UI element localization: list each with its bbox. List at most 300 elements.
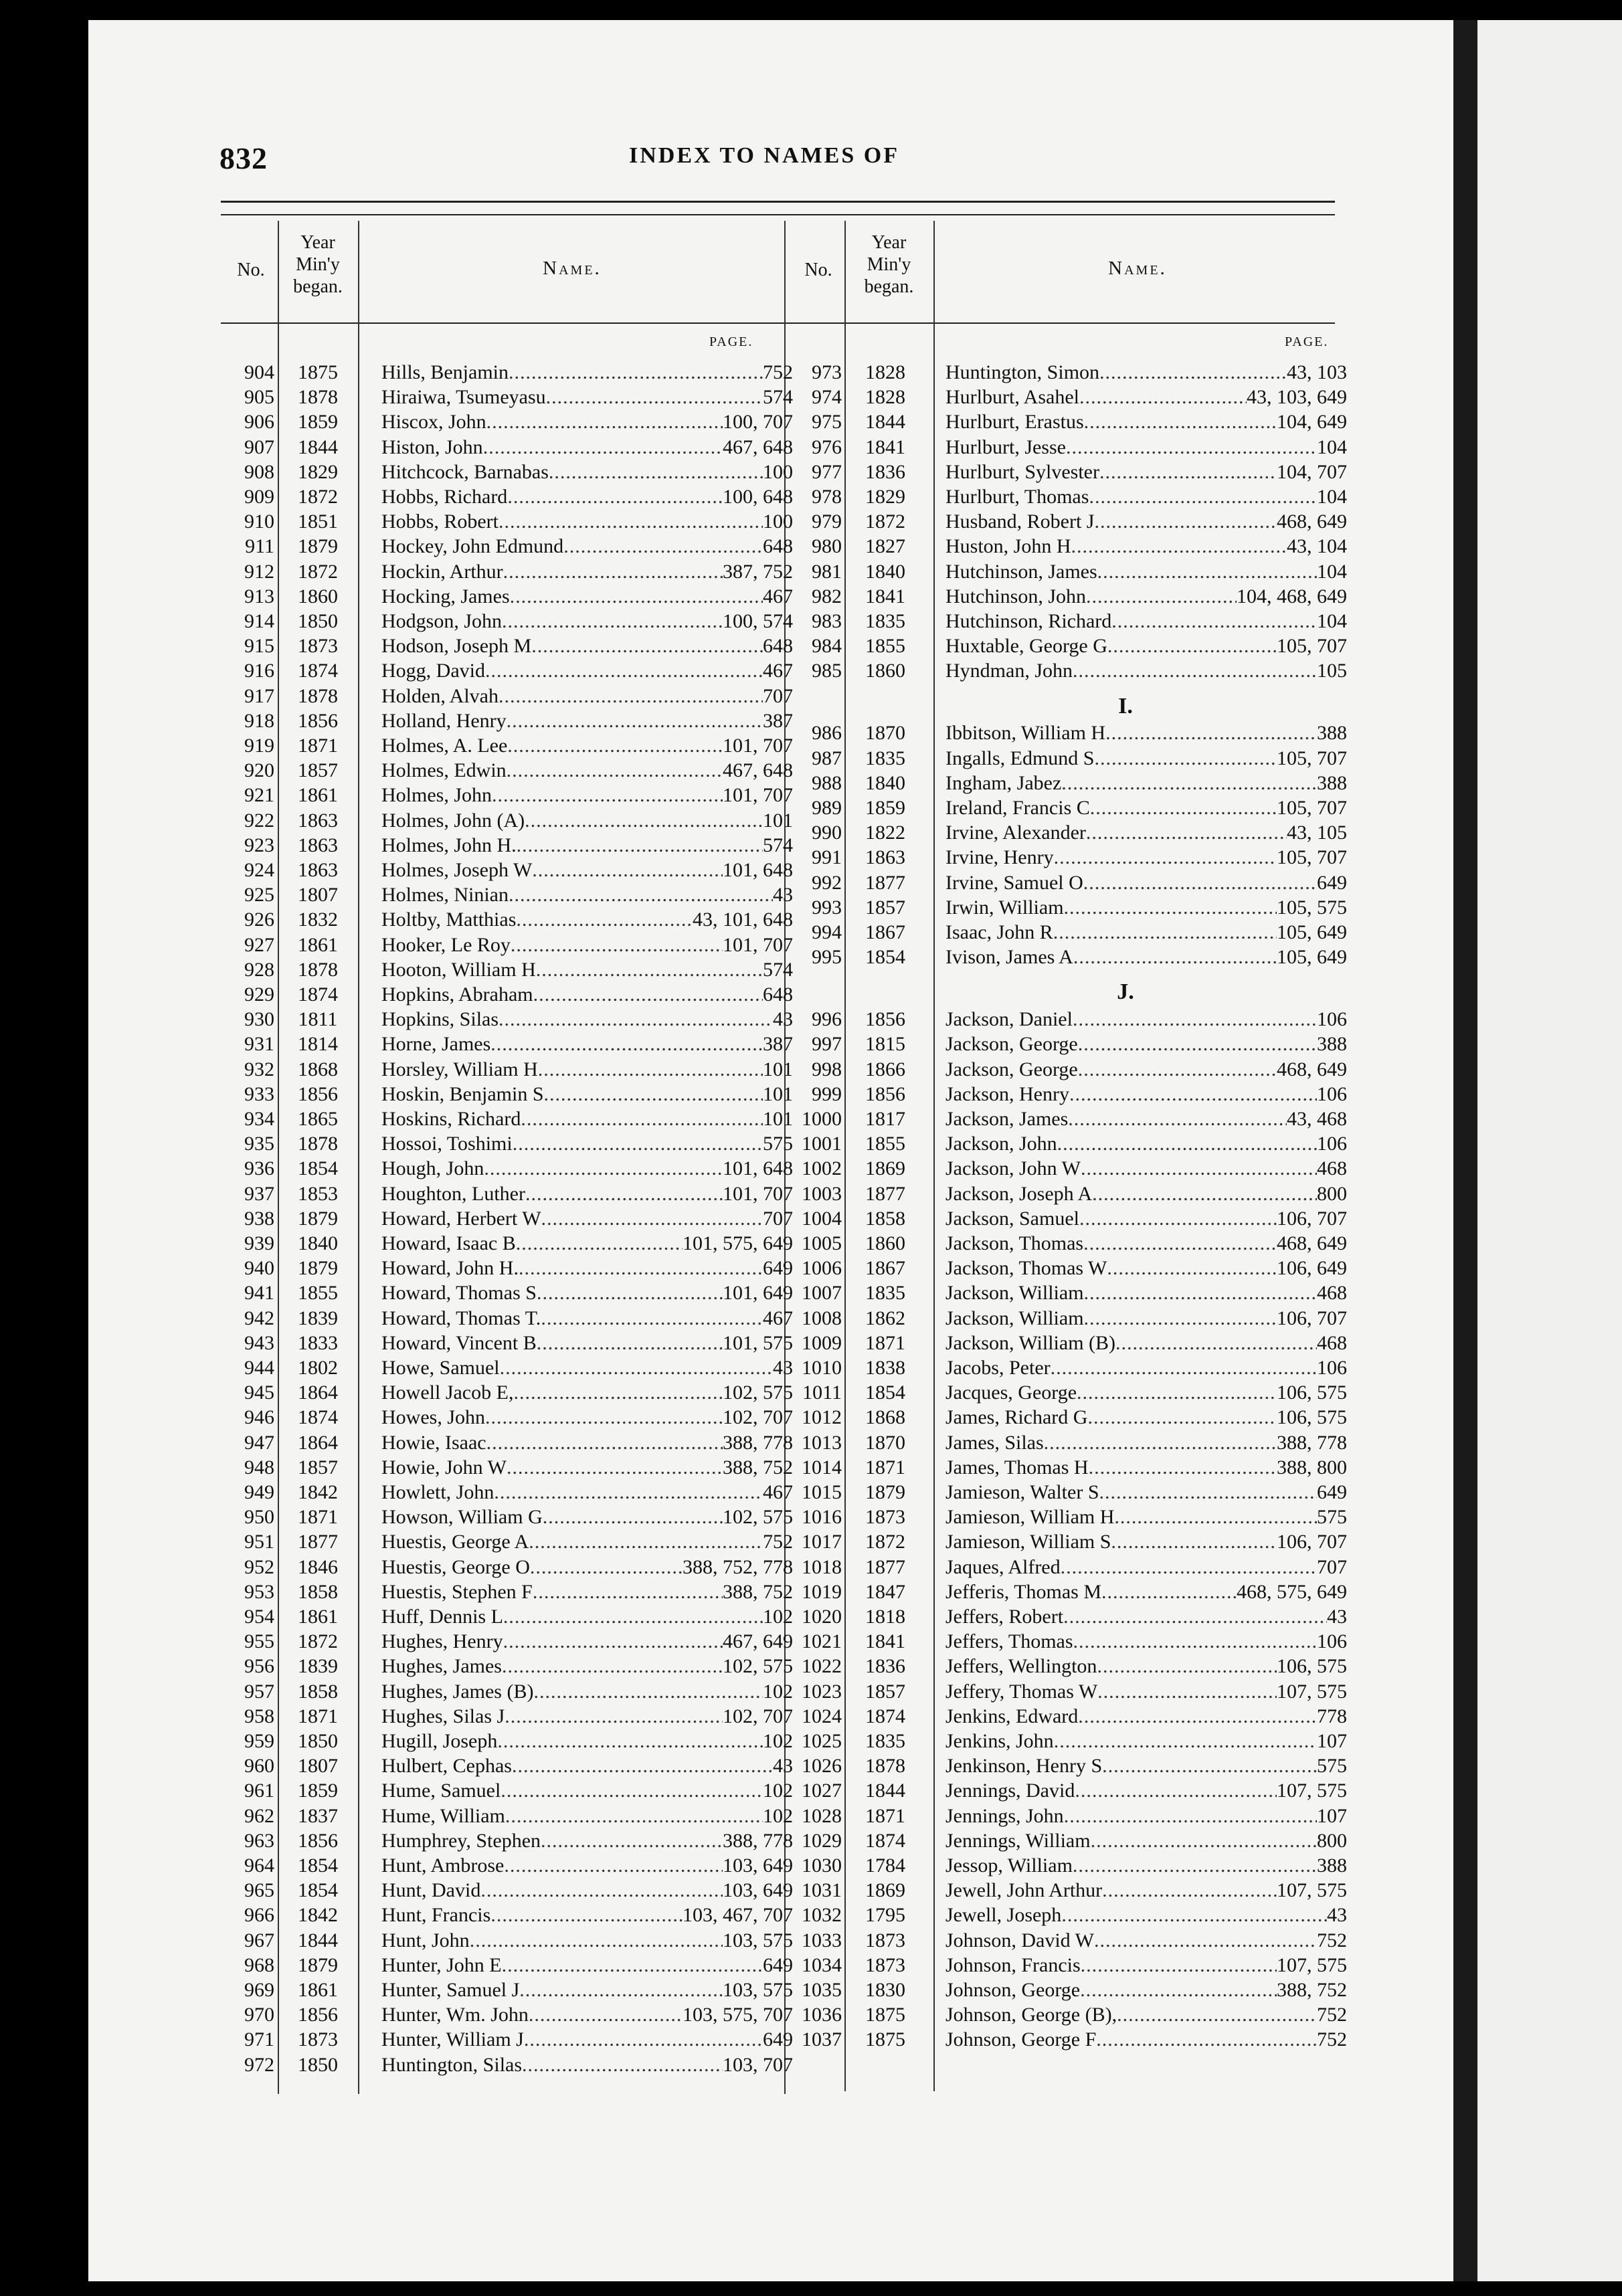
entry-pages: 467, 648 <box>723 759 793 782</box>
entry-pages: 43, 468 <box>1287 1108 1347 1130</box>
entry-pages: 105, 649 <box>1277 921 1347 943</box>
entry-name: Hughes, James <box>381 1655 502 1678</box>
entry-year: 1873 <box>865 1929 905 1951</box>
entry-name: Irvine, Samuel O <box>945 871 1083 894</box>
entry-year: 1861 <box>298 1606 338 1628</box>
entry-name-line <box>945 361 1347 384</box>
entry-pages: 104 <box>1317 560 1347 583</box>
entry-pages: 103, 575 <box>723 1929 793 1951</box>
table-row <box>0 610 1622 633</box>
entry-number: 1028 <box>802 1804 842 1827</box>
leader-dots <box>1090 797 1277 820</box>
entry-name-line <box>945 1008 1347 1031</box>
entry-year: 1842 <box>298 1481 338 1503</box>
entry-name: Jenkinson, Henry S <box>945 1755 1103 1778</box>
entry-name: Ingalls, Edmund S <box>945 747 1095 769</box>
leader-dots <box>1096 2028 1317 2051</box>
entry-year: 1833 <box>298 1331 338 1354</box>
entry-year: 1841 <box>865 585 905 607</box>
entry-year: 1856 <box>865 1008 905 1031</box>
entry-year: 1877 <box>298 1531 338 1553</box>
entry-name: Huestis, Stephen F <box>381 1580 533 1603</box>
table-row <box>0 1357 1622 1379</box>
entry-name: Hugill, Joseph <box>381 1730 498 1752</box>
entry-year: 1874 <box>298 660 338 682</box>
table-row <box>0 1208 1622 1230</box>
entry-year: 1815 <box>865 1033 905 1056</box>
entry-number: 906 <box>244 411 274 434</box>
entry-year: 1879 <box>865 1481 905 1503</box>
entry-year: 1879 <box>298 535 338 558</box>
header-name: Name. <box>543 258 602 279</box>
entry-pages: 43 <box>773 1357 793 1379</box>
entry-year: 1865 <box>298 1108 338 1130</box>
entry-pages: 388 <box>1317 771 1347 794</box>
entry-number: 1002 <box>802 1157 842 1180</box>
entry-name: Jessop, William <box>945 1854 1073 1877</box>
leader-dots <box>1084 411 1277 434</box>
entry-name: Hunter, Wm. John <box>381 2004 529 2026</box>
entry-pages: 43, 101, 648 <box>693 908 793 931</box>
entry-year: 1854 <box>298 1157 338 1180</box>
leader-dots <box>1073 1630 1317 1653</box>
entry-name: Hocking, James <box>381 585 510 607</box>
entry-name: Irwin, William <box>945 896 1064 919</box>
entry-pages: 104 <box>1317 436 1347 458</box>
table-row <box>0 772 1622 795</box>
entry-number: 921 <box>244 784 274 807</box>
entry-year: 1844 <box>298 1929 338 1951</box>
entry-year: 1836 <box>865 460 905 483</box>
entry-year: 1870 <box>865 1431 905 1454</box>
entry-year: 1856 <box>298 1829 338 1852</box>
entry-year: 1835 <box>865 1730 905 1752</box>
entry-number: 966 <box>244 1904 274 1927</box>
entry-year: 1868 <box>865 1406 905 1429</box>
entry-pages: 467 <box>763 660 793 682</box>
entry-name: Huestis, George O <box>381 1555 530 1578</box>
table-row <box>0 1133 1622 1155</box>
leader-dots <box>1084 1307 1277 1330</box>
entry-name: Hunt, Ambrose <box>381 1854 505 1877</box>
entry-name: Howell Jacob E, <box>381 1381 514 1404</box>
entry-name: Holmes, Edwin <box>381 759 507 782</box>
entry-number: 1022 <box>802 1655 842 1678</box>
leader-dots <box>1092 1183 1317 1206</box>
entry-year: 1872 <box>298 560 338 583</box>
entry-name-line <box>945 1805 1347 1828</box>
table-row <box>0 896 1622 919</box>
entry-name: Jennings, John <box>945 1804 1064 1827</box>
leader-dots <box>1066 436 1317 459</box>
entry-year: 1814 <box>298 1033 338 1056</box>
table-row <box>0 1929 1622 1952</box>
entry-year: 1860 <box>865 660 905 682</box>
entry-number: 1006 <box>802 1257 842 1280</box>
entry-year: 1869 <box>865 1879 905 1902</box>
entry-number: 1026 <box>802 1755 842 1778</box>
entry-name-line <box>945 1830 1347 1852</box>
entry-number: 967 <box>244 1929 274 1951</box>
entry-year: 1878 <box>298 1133 338 1155</box>
table-row <box>0 411 1622 434</box>
entry-pages: 43, 103, 649 <box>1247 386 1347 409</box>
entry-name: Hurlburt, Thomas <box>945 486 1089 508</box>
entry-name: Hughes, Henry <box>381 1630 503 1653</box>
leader-dots <box>1111 1531 1277 1553</box>
entry-year: 1862 <box>865 1307 905 1329</box>
entry-number: 1014 <box>802 1456 842 1478</box>
entry-name-line <box>945 1531 1347 1553</box>
entry-year: 1877 <box>865 1182 905 1205</box>
table-row <box>0 361 1622 384</box>
entry-name: Johnson, Francis <box>945 1953 1081 1976</box>
entry-pages: 106, 707 <box>1277 1207 1347 1230</box>
entry-name-line <box>945 797 1347 820</box>
leader-dots <box>1099 361 1287 384</box>
entry-pages: 649 <box>1317 871 1347 894</box>
entry-name: Jamieson, Walter S <box>945 1481 1099 1503</box>
entry-number: 985 <box>812 660 842 682</box>
entry-pages: 106, 575 <box>1277 1406 1347 1429</box>
entry-name-line <box>945 1058 1347 1081</box>
entry-year: 1835 <box>865 747 905 769</box>
leader-dots <box>1069 1083 1317 1106</box>
leader-dots <box>1057 1133 1317 1155</box>
entry-name: Huntington, Simon <box>945 361 1100 383</box>
entry-year: 1854 <box>298 1879 338 1902</box>
entry-pages: 467, 648 <box>723 436 793 458</box>
entry-year: 1871 <box>865 1456 905 1478</box>
entry-number: 1001 <box>802 1133 842 1155</box>
entry-name: Houghton, Luther <box>381 1182 525 1205</box>
entry-name-line <box>945 1655 1347 1678</box>
entry-year: 1829 <box>865 486 905 508</box>
entry-name-line <box>945 1854 1347 1877</box>
entry-name-line <box>945 747 1347 770</box>
entry-name: Jackson, John <box>945 1133 1057 1155</box>
leader-dots <box>1117 2004 1317 2026</box>
entry-name-line <box>381 2054 793 2077</box>
entry-name-line <box>945 1954 1347 1977</box>
entry-year: 1874 <box>865 1705 905 1727</box>
section-letter: J. <box>1117 979 1134 1005</box>
entry-name: Hunt, Francis <box>381 1904 491 1927</box>
table-row <box>0 1282 1622 1305</box>
entry-year: 1807 <box>298 884 338 906</box>
entry-year: 1866 <box>865 1058 905 1080</box>
entry-name: Jackson, Thomas W <box>945 1257 1107 1280</box>
entry-number: 1013 <box>802 1431 842 1454</box>
entry-number: 988 <box>812 771 842 794</box>
table-row <box>0 1630 1622 1653</box>
entry-number: 910 <box>244 510 274 533</box>
leader-dots <box>1054 846 1277 869</box>
entry-number: 907 <box>244 436 274 458</box>
table-row <box>0 1655 1622 1678</box>
table-row <box>0 1705 1622 1728</box>
leader-dots <box>1071 535 1287 558</box>
entry-name-line <box>945 846 1347 869</box>
entry-number: 923 <box>244 834 274 856</box>
header-year-line3: began. <box>864 276 914 297</box>
entry-name: Hume, William <box>381 1804 505 1827</box>
entry-number: 1004 <box>802 1207 842 1230</box>
entry-name: Jennings, David <box>945 1780 1075 1802</box>
entry-year: 1840 <box>865 560 905 583</box>
entry-number: 955 <box>244 1630 274 1653</box>
leader-dots <box>1099 461 1277 484</box>
entry-pages: 468, 575, 649 <box>1237 1580 1347 1603</box>
entry-number: 940 <box>244 1257 274 1280</box>
table-row <box>0 1904 1622 1927</box>
leader-dots <box>1073 946 1277 969</box>
entry-number: 912 <box>244 560 274 583</box>
entry-year: 1871 <box>298 1506 338 1529</box>
entry-number: 1032 <box>802 1904 842 1927</box>
entry-year: 1869 <box>865 1157 905 1180</box>
entry-name-line <box>945 1705 1347 1728</box>
table-row <box>0 946 1622 969</box>
entry-pages: 100, 574 <box>723 610 793 632</box>
leader-dots <box>1073 660 1317 682</box>
entry-pages: 387, 752 <box>723 560 793 583</box>
entry-pages: 468, 649 <box>1277 1232 1347 1254</box>
table-row <box>0 486 1622 508</box>
entry-name: Howard, Isaac B <box>381 1232 516 1254</box>
table-row <box>0 1879 1622 1902</box>
entry-name-line <box>381 983 793 1006</box>
entry-name: Jackson, Samuel <box>945 1207 1079 1230</box>
entry-name: Jaques, Alfred <box>945 1555 1061 1578</box>
entry-name: Isaac, John R <box>945 921 1053 943</box>
entry-pages: 648 <box>763 983 793 1006</box>
entry-pages: 387 <box>763 1033 793 1056</box>
table-row <box>0 2028 1622 2051</box>
entry-pages: 106 <box>1317 1357 1347 1379</box>
table-row <box>0 1581 1622 1604</box>
entry-pages: 43 <box>773 1755 793 1778</box>
leader-dots <box>1105 722 1317 745</box>
entry-pages: 468 <box>1317 1331 1347 1354</box>
entry-number: 926 <box>244 908 274 931</box>
entry-year: 1850 <box>298 2053 338 2076</box>
entry-name: Jeffers, Thomas <box>945 1630 1073 1653</box>
entry-name: Hurlburt, Erastus <box>945 411 1084 434</box>
entry-pages: 107 <box>1317 1804 1347 1827</box>
entry-name-line <box>945 921 1347 944</box>
table-row <box>0 846 1622 869</box>
header-page: PAGE. <box>1285 334 1329 349</box>
entry-pages: 43 <box>773 1008 793 1031</box>
entry-pages: 468, 649 <box>1277 510 1347 533</box>
entry-year: 1879 <box>298 1953 338 1976</box>
entry-name: Johnson, George <box>945 1979 1081 2001</box>
entry-name-line <box>945 2004 1347 2026</box>
entry-number: 999 <box>812 1082 842 1105</box>
table-row <box>0 1556 1622 1579</box>
header-rule <box>221 322 1335 324</box>
entry-pages: 648 <box>763 635 793 658</box>
entry-pages: 104, 468, 649 <box>1237 585 1347 607</box>
leader-dots <box>1077 1381 1277 1404</box>
entry-number: 1027 <box>802 1780 842 1802</box>
entry-number: 905 <box>244 386 274 409</box>
entry-name: Hodson, Joseph M <box>381 635 532 658</box>
entry-pages: 649 <box>763 1953 793 1976</box>
entry-number: 928 <box>244 958 274 981</box>
entry-year: 1847 <box>865 1580 905 1603</box>
entry-name: Holmes, John <box>381 784 492 807</box>
entry-number: 934 <box>244 1108 274 1130</box>
entry-name-line <box>945 1033 1347 1056</box>
entry-year: 1873 <box>298 635 338 658</box>
table-row <box>0 2004 1622 2026</box>
entry-number: 992 <box>812 871 842 894</box>
table-row <box>0 660 1622 682</box>
entry-name: Hunter, Samuel J <box>381 1979 520 2001</box>
table-row <box>0 722 1622 745</box>
entry-name: Hiraiwa, Tsumeyasu <box>381 386 546 409</box>
entry-pages: 43 <box>1327 1606 1347 1628</box>
entry-number: 920 <box>244 759 274 782</box>
leader-dots <box>1063 1606 1327 1628</box>
entry-number: 947 <box>244 1431 274 1454</box>
header-year-line1: Year <box>300 232 335 253</box>
entry-year: 1874 <box>298 1406 338 1429</box>
entry-name: Holmes, John (A) <box>381 809 525 832</box>
entry-name-line <box>945 1406 1347 1429</box>
entry-year: 1859 <box>298 1780 338 1802</box>
entry-pages: 102 <box>763 1730 793 1752</box>
entry-number: 1034 <box>802 1953 842 1976</box>
entry-name-line <box>945 386 1347 409</box>
entry-pages: 103, 707 <box>723 2053 793 2076</box>
table-row <box>0 983 1622 1006</box>
entry-name-line <box>945 2028 1347 2051</box>
entry-year: 1872 <box>298 486 338 508</box>
entry-name-line <box>945 461 1347 484</box>
entry-name: Holmes, Ninian <box>381 884 509 906</box>
entry-name: Jennings, William <box>945 1829 1091 1852</box>
entry-pages: 106, 575 <box>1277 1381 1347 1404</box>
entry-name: Jamieson, William S <box>945 1531 1111 1553</box>
entry-year: 1854 <box>865 1381 905 1404</box>
entry-name: Hughes, James (B) <box>381 1680 534 1703</box>
entry-number: 911 <box>245 535 274 558</box>
entry-pages: 575 <box>1317 1506 1347 1529</box>
entry-year: 1878 <box>298 958 338 981</box>
entry-pages: 649 <box>763 2028 793 2051</box>
leader-dots <box>1084 1282 1317 1305</box>
leader-dots <box>1107 1257 1277 1280</box>
entry-year: 1858 <box>865 1207 905 1230</box>
entry-year: 1871 <box>298 735 338 757</box>
entry-pages: 101 <box>763 1082 793 1105</box>
entry-number: 1033 <box>802 1929 842 1951</box>
leader-dots <box>1115 1332 1317 1355</box>
entry-year: 1871 <box>298 1705 338 1727</box>
entry-pages: 102 <box>763 1780 793 1802</box>
leader-dots <box>1064 896 1277 919</box>
entry-name: Hunt, David <box>381 1879 481 1902</box>
entry-number: 964 <box>244 1854 274 1877</box>
entry-name: Hiscox, John <box>381 411 486 434</box>
entry-pages: 106, 707 <box>1277 1531 1347 1553</box>
entry-number: 1037 <box>802 2028 842 2051</box>
entry-name: Jacques, George <box>945 1381 1077 1404</box>
leader-dots <box>1091 1830 1317 1852</box>
entry-pages: 101, 648 <box>723 1157 793 1180</box>
entry-name: Hobbs, Robert <box>381 510 499 533</box>
entry-number: 1029 <box>802 1829 842 1852</box>
table-row <box>0 1606 1622 1628</box>
entry-number: 1035 <box>802 1979 842 2001</box>
entry-pages: 575 <box>763 1133 793 1155</box>
entry-number: 1021 <box>802 1630 842 1653</box>
entry-number: 1010 <box>802 1357 842 1379</box>
entry-number: 924 <box>244 859 274 881</box>
entry-number: 980 <box>812 535 842 558</box>
entry-pages: 104, 649 <box>1277 411 1347 434</box>
entry-name: Hopkins, Abraham <box>381 983 533 1006</box>
table-row <box>0 872 1622 894</box>
entry-pages: 102 <box>763 1680 793 1703</box>
entry-year: 1835 <box>865 610 905 632</box>
entry-year: 1841 <box>865 436 905 458</box>
entry-name: Jenkins, John <box>945 1730 1054 1752</box>
entry-pages: 648 <box>763 535 793 558</box>
entry-number: 919 <box>244 735 274 757</box>
entry-year: 1871 <box>865 1331 905 1354</box>
entry-name: Howson, William G <box>381 1506 543 1529</box>
entry-pages: 101 <box>763 1108 793 1130</box>
entry-pages: 43, 103 <box>1287 361 1347 383</box>
entry-name-line <box>945 1432 1347 1454</box>
entry-pages: 102 <box>763 1804 793 1827</box>
entry-year: 1855 <box>298 1282 338 1305</box>
table-row <box>0 461 1622 484</box>
entry-year: 1807 <box>298 1755 338 1778</box>
entry-name-line <box>945 1780 1347 1802</box>
leader-dots <box>1044 1432 1277 1454</box>
table-row <box>0 1854 1622 1877</box>
entry-pages: 43, 105 <box>1287 822 1347 844</box>
leader-dots <box>1099 1481 1318 1504</box>
entry-number: 1005 <box>802 1232 842 1254</box>
entry-name: Jackson, William <box>945 1282 1084 1305</box>
entry-pages: 102, 575 <box>723 1655 793 1678</box>
entry-name: Howie, John W <box>381 1456 507 1478</box>
table-row <box>0 822 1622 844</box>
entry-pages: 102, 707 <box>723 1406 793 1429</box>
table-row <box>0 1008 1622 1031</box>
entry-number: 978 <box>812 486 842 508</box>
entry-year: 1858 <box>298 1680 338 1703</box>
table-row <box>0 1979 1622 2002</box>
entry-year: 1859 <box>865 797 905 819</box>
entry-number: 949 <box>244 1481 274 1503</box>
entry-year: 1877 <box>865 1555 905 1578</box>
entry-year: 1875 <box>865 2004 905 2026</box>
entry-number: 937 <box>244 1182 274 1205</box>
leader-dots <box>1061 1556 1317 1579</box>
entry-name: Horne, James <box>381 1033 491 1056</box>
entry-number: 954 <box>244 1606 274 1628</box>
entry-number: 950 <box>244 1506 274 1529</box>
entry-number: 1009 <box>802 1331 842 1354</box>
entry-number: 925 <box>244 884 274 906</box>
